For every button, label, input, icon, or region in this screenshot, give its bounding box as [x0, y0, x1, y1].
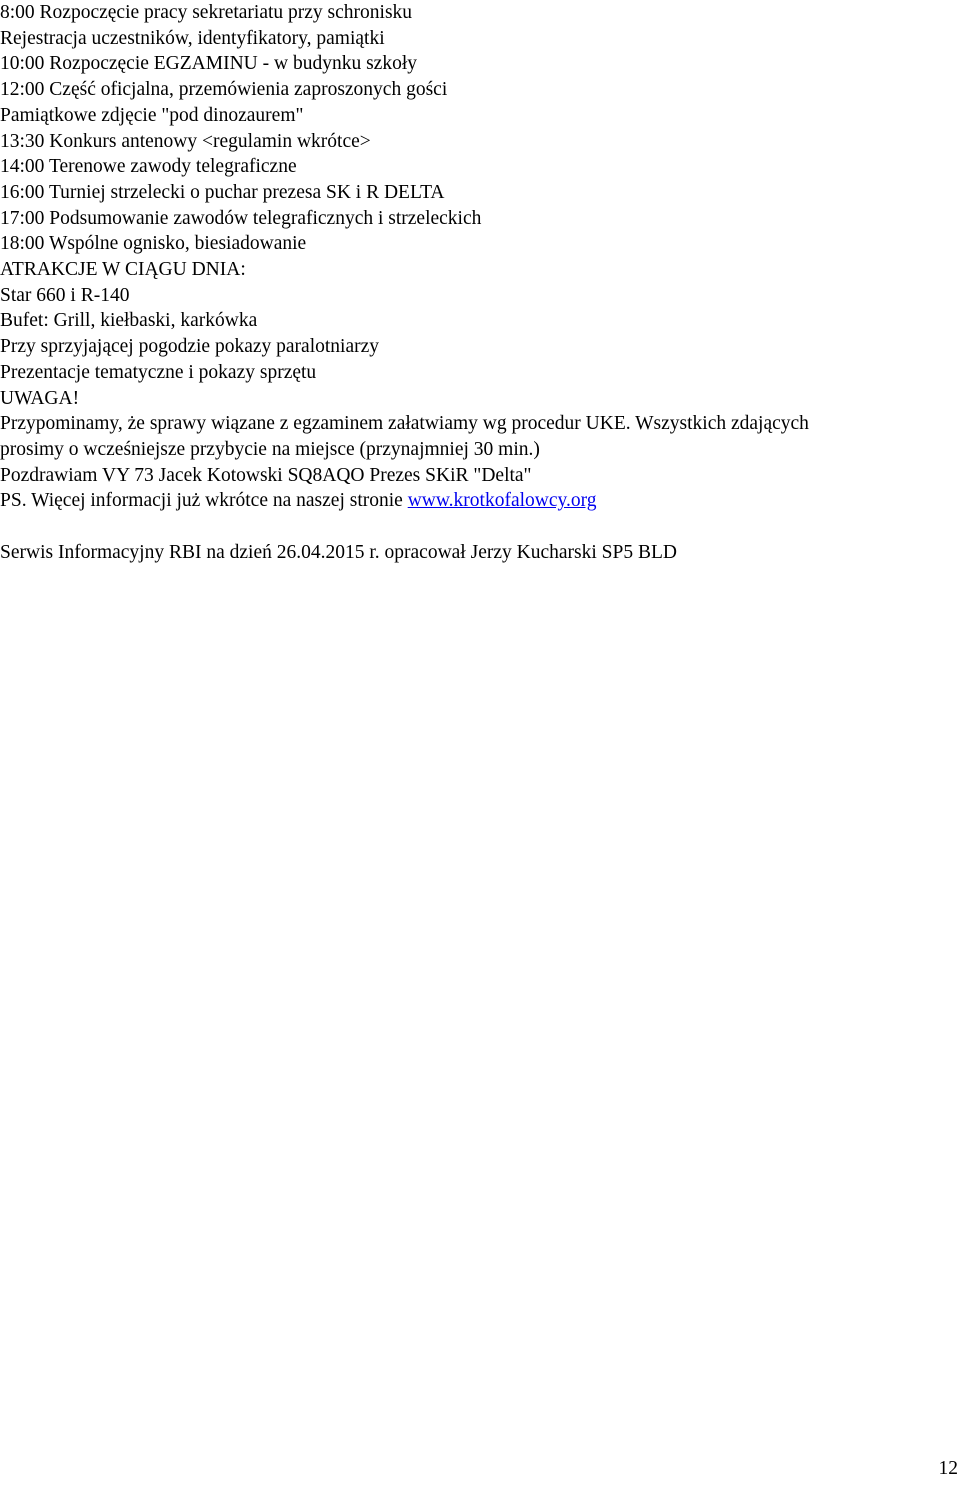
postscript-text: PS. Więcej informacji już wkrótce na naszej stronie — [0, 490, 408, 512]
schedule-item: 16:00 Turniej strzelecki o puchar prezesa SK i R DELTA — [0, 181, 445, 203]
warning-heading: UWAGA! — [0, 387, 80, 409]
attraction-item: Przy sprzyjającej pogodzie pokazy paralotniarzy — [0, 336, 380, 358]
website-link[interactable]: www.krotkofalowcy.org — [407, 490, 597, 512]
schedule-item: 12:00 Część oficjalna, przemówienia zaproszonych gości — [0, 79, 448, 101]
attraction-item: Prezentacje tematyczne i pokazy sprzętu — [0, 361, 317, 383]
schedule-item: 8:00 Rozpoczęcie pracy sekretariatu przy schronisku — [0, 2, 413, 23]
schedule-item: Rejestracja uczestników, identyfikatory, pamiątki — [0, 27, 385, 49]
schedule-item: 13:30 Konkurs antenowy <regulamin wkrótce> — [0, 130, 371, 152]
postscript — [0, 488, 960, 514]
footer-signature: Serwis Informacyjny RBI na dzień 26.04.2015 r. opracował Jerzy Kucharski SP5 BLD — [0, 541, 677, 563]
schedule-item: 14:00 Terenowe zawody telegraficzne — [0, 156, 297, 178]
schedule-item: 17:00 Podsumowanie zawodów telegraficznych i strzeleckich — [0, 207, 482, 229]
schedule-item: Pamiątkowe zdjęcie "pod dinozaurem" — [0, 104, 304, 126]
blank-line — [0, 514, 960, 540]
greeting: Pozdrawiam VY 73 Jacek Kotowski SQ8AQO Prezes SKiR "Delta" — [0, 464, 532, 486]
schedule-item: 10:00 Rozpoczęcie EGZAMINU - w budynku szkoły — [0, 53, 417, 75]
warning-line: prosimy o wcześniejsze przybycie na miejsce (przynajmniej 30 min.) — [0, 438, 540, 460]
attraction-item: Bufet: Grill, kiełbaski, karkówka — [0, 310, 258, 332]
warning-line: Przypominamy, że sprawy wiązane z egzaminem załatwiamy wg procedur UKE. Wszystkich zdających — [0, 413, 809, 435]
schedule-item: 18:00 Wspólne ognisko, biesiadowanie — [0, 233, 307, 255]
page-number: 12 — [938, 1458, 958, 1479]
attraction-item: Star 660 i R-140 — [0, 284, 130, 306]
document-body — [0, 0, 960, 565]
attractions-heading: ATRAKCJE W CIĄGU DNIA: — [0, 259, 246, 281]
